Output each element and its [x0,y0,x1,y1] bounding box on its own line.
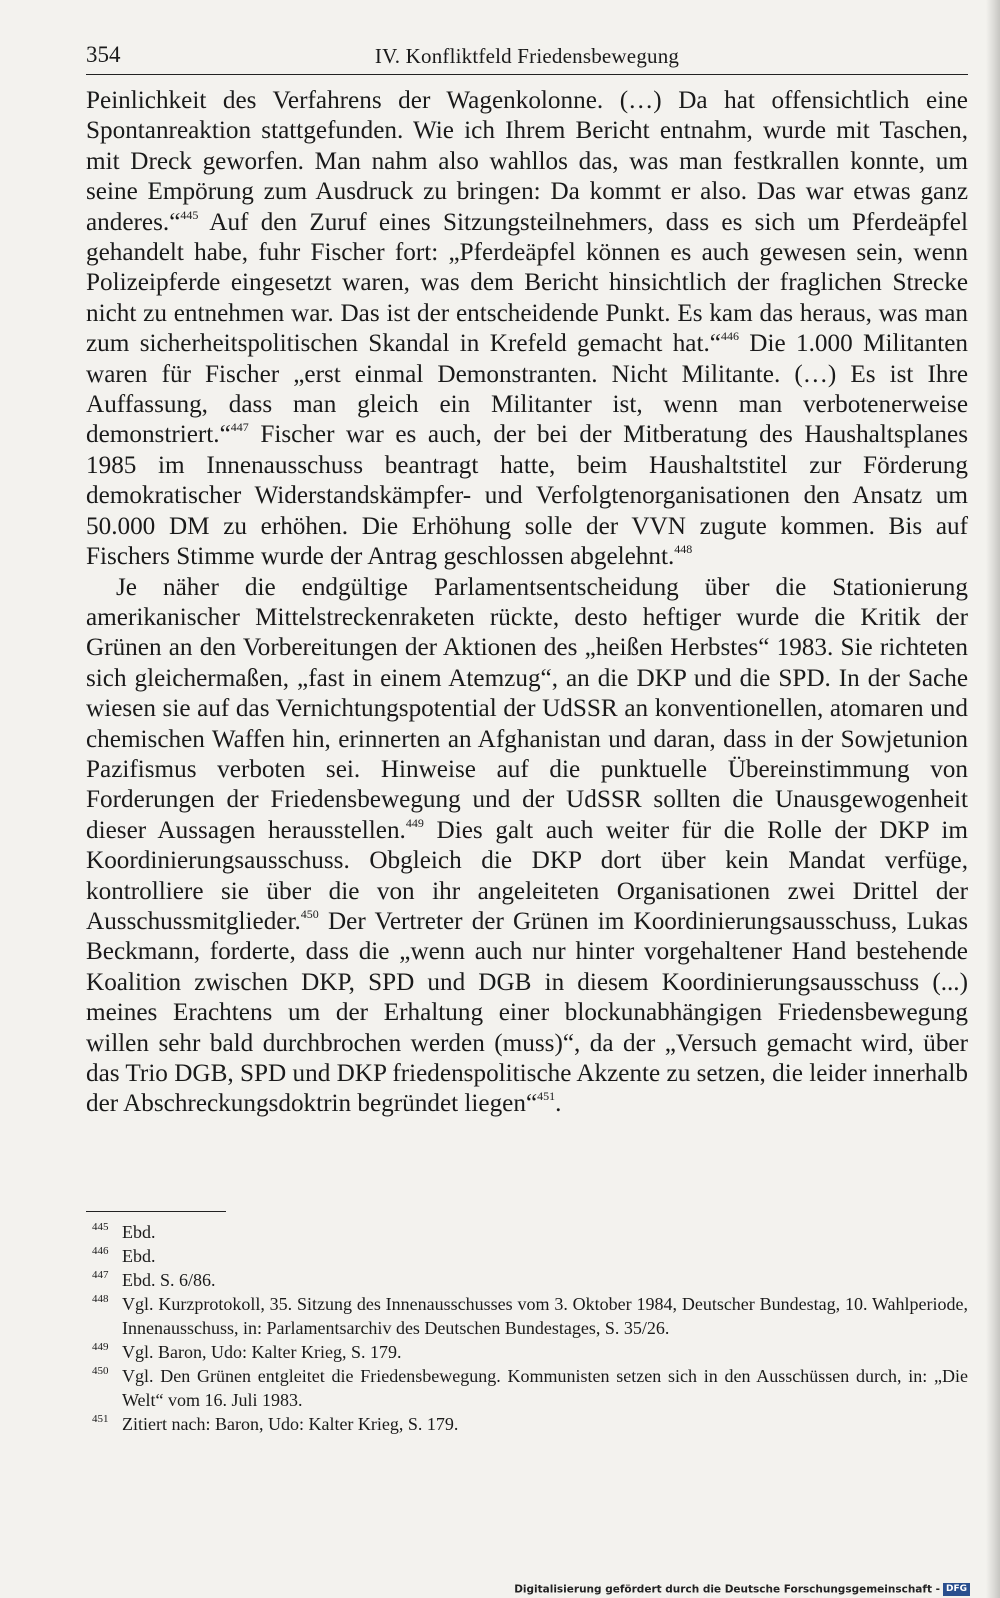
page-spine-shadow [986,0,1000,1598]
text-span: Der Vertreter der Grünen im Koordinierungsausschuss, Lukas Beckmann, forderte, dass die „wenn auch nur hinter vorgehaltener Hand bestehende Koalition zwischen DKP, SPD und DGB in diesem Koordinierungsausschuss (...) meines Erachtens um der Erhaltung einer blockunabhängigen Friedensbewegung willen sehr bald durchbrochen werden (muss)“, da der „Versuch gemacht wird, über das Trio DGB, SPD und DKP friedenspolitische Akzente zu setzen, die leider innerhalb der Abschreckungsdoktrin begründet liegen“ [86,907,968,1118]
footnote-text: Ebd. S. 6/86. [122,1270,216,1290]
footnote-number: 449 [92,1341,109,1353]
footnote [86,1268,968,1292]
footnote-reference: 450 [300,906,319,921]
footnote [86,1244,968,1268]
footnote-number: 451 [92,1413,109,1425]
footnote-reference: 449 [405,815,424,830]
text-span: Die 1.000 Militanten waren für Fischer „erst einmal Demonstranten. Nicht Militante. (…) Es ist Ihre Auffassung, dass man gleich ein Militanter ist, wenn man verbotenerweise demonstriert.“ [86,330,968,449]
footnote-text: Ebd. [122,1222,156,1242]
credit-text: Digitalisierung gefördert durch die Deutsche Forschungsgemeinschaft - [514,1583,940,1596]
text-span: Peinlichkeit des Verfahrens der Wagenkolonne. (…) Da hat offensichtlich eine Spontanreaktion stattgefunden. Wie ich Ihrem Bericht entnahm, wurde mit Taschen, mit Dreck geworfen. Man nahm also wahllos das, was man festkrallen konnte, um seine Empörung zum Ausdruck zu bringen: Da kommt er also. Das war etwas ganz anderes.“ [86,87,968,236]
dfg-logo: DFG [943,1583,970,1596]
footnote-number: 448 [92,1293,109,1305]
paragraph [86,573,968,1120]
text-span: Je näher die endgültige Parlamentsentscheidung über die Stationierung amerikanischer Mittelstreckenraketen rückte, desto heftiger wurde die Kritik der Grünen an den Vorbereitungen der Aktionen des „heißen Herbstes“ 1983. Sie richteten sich gleichermaßen, „fast in einem Atemzug“, an die DKP und die SPD. In der Sache wiesen sie auf das Vernichtungspotential der UdSSR an konventionellen, atomaren und chemischen Waffen hin, erinnerten an Afghanistan und daran, dass in der Sowjetunion Pazifismus verboten sei. Hinweise auf die punktuelle Übereinstimmung von Forderungen der Friedensbewegung und der UdSSR sollten die Unausgewogenheit dieser Aussagen herausstellen. [86,573,968,844]
footnote-reference: 448 [674,542,693,557]
digitization-credit [514,1583,970,1596]
footnote-text: Zitiert nach: Baron, Udo: Kalter Krieg, S. 179. [122,1414,459,1434]
footnote [86,1364,968,1412]
footnote [86,1412,968,1436]
footnote [86,1340,968,1364]
footnote-text: Vgl. Baron, Udo: Kalter Krieg, S. 179. [122,1342,402,1362]
footnote-text: Ebd. [122,1246,156,1266]
footnote-reference: 445 [180,207,199,222]
text-span: Fischer war es auch, der bei der Mitberatung des Haushaltsplanes 1985 im Innenausschuss beantragt hatte, beim Haushaltstitel zur Förderung demokratischer Widerstandskämpfer- und Verfolgtenorganisationen den Ansatz um 50.000 DM zu erhöhen. Die Erhöhung solle der VVN zugute kommen. Bis auf Fischers Stimme wurde der Antrag geschlossen abgelehnt. [86,421,968,571]
footnote-number: 450 [92,1365,109,1377]
footnote [86,1292,968,1340]
footnote-text: Vgl. Den Grünen entgleitet die Friedensbewegung. Kommunisten setzen sich in den Ausschüssen durch, in: „Die Welt“ vom 16. Juli 1983. [122,1366,968,1410]
footnote-reference: 447 [230,420,249,435]
text-span: Dies galt auch weiter für die Rolle der DKP im Koordinierungsausschuss. Obgleich die DKP dort über kein Mandat verfüge, kontrolliere sie über die von ihr angeleiteten Organisationen zwei Drittel der Ausschussmitglieder. [86,816,969,935]
footnote-reference: 446 [720,329,739,344]
footnote-divider [86,1211,226,1212]
body-text [86,86,968,1120]
footnote-number: 445 [92,1221,109,1233]
running-head: IV. Konfliktfeld Friedensbewegung [374,44,680,68]
footnote-text: Vgl. Kurzprotokoll, 35. Sitzung des Innenausschusses vom 3. Oktober 1984, Deutscher Bundestag, 10. Wahlperiode, Innenausschuss, in: Parlamentsarchiv des Deutschen Bundestages, S. 35/26. [122,1294,968,1338]
footnote [86,1220,968,1244]
page-number: 354 [86,42,121,67]
footnote-number: 447 [92,1269,109,1281]
footnotes [86,1220,968,1436]
footnote-reference: 451 [537,1089,556,1104]
paragraph [86,86,968,573]
text-span: . [555,1090,562,1118]
footnote-number: 446 [92,1245,109,1257]
page-header [86,42,968,75]
text-span: Auf den Zuruf eines Sitzungsteilnehmers, dass es sich um Pferdeäpfel gehandelt habe, fuhr Fischer fort: „Pferdeäpfel können es auch gewesen sein, wenn Polizeipferde eingesetzt waren, was dem Bericht hinsichtlich der fraglichen Strecke nicht zu entnehmen war. Das ist der entscheidende Punkt. Es kam das heraus, was man zum sicherheitspolitischen Skandal in Krefeld gemacht hat.“ [86,208,968,358]
